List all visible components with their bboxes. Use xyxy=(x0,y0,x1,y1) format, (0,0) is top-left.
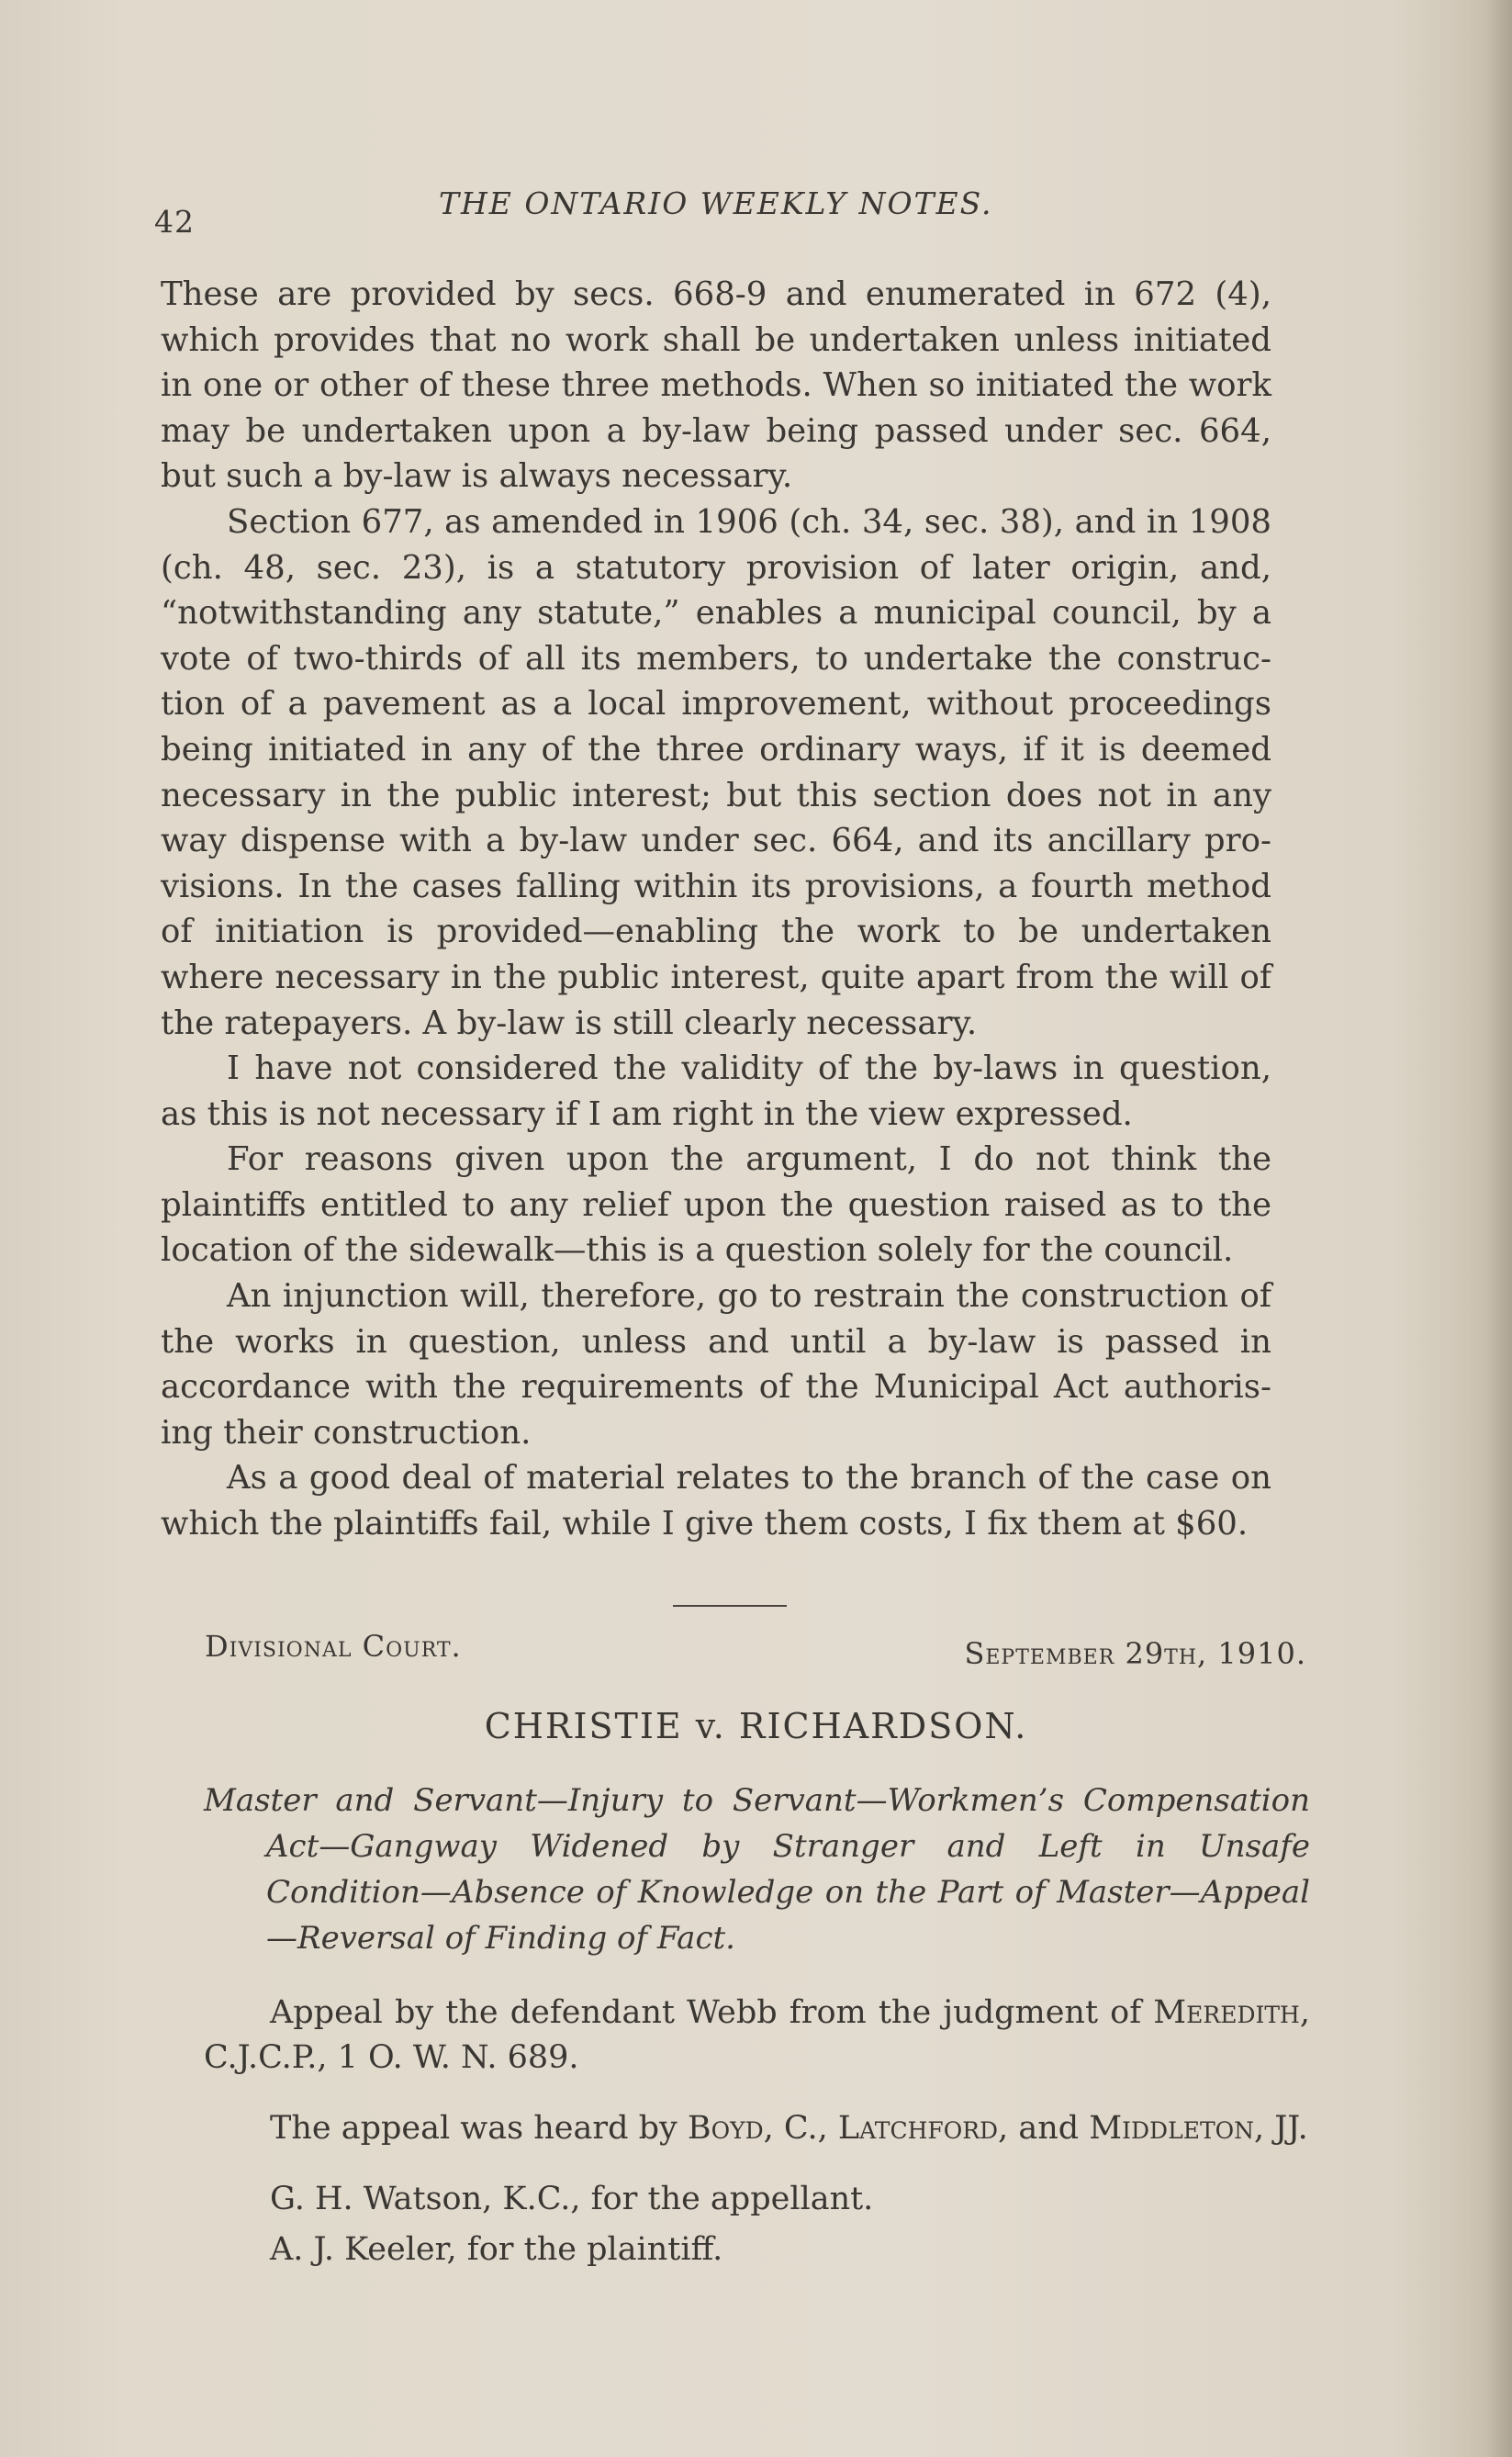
court-line xyxy=(205,1629,1306,1673)
counsel-plaintiff: A. J. Keeler, for the plaintiff. xyxy=(270,2231,723,2268)
counsel-appellant: G. H. Watson, K.C., for the appellant. xyxy=(270,2181,874,2217)
judge-name: Middleton xyxy=(1089,2110,1254,2147)
hearing-text: , C., xyxy=(763,2110,838,2147)
headnote: Master and Servant—Injury to Servant—Workmen’s Compensation Act—Gangway Widened by Stranger and Left in Unsafe Condition—Absence of Knowledge on the Part of Master—Appeal—Reversal of Finding of Fact. xyxy=(204,1782,1310,1957)
section-divider xyxy=(673,1605,787,1607)
judge-name: Meredith xyxy=(1153,1994,1300,2031)
court-name: Divisional Court. xyxy=(205,1629,462,1664)
page-number: 42 xyxy=(154,204,195,240)
paragraph-2: Section 677, as amended in 1906 (ch. 34, sec. 38), and in 1908 (ch. 48, sec. 23), is a statutory provision of later origin, and, “notwithstanding any statute,” enables a municipal council, by a vote of two-thirds of all its members, to undertake the construction of a pavement as a local improvement, without proceedings being initiated in any of the three ordinary ways, if it is deemed necessary in the public interest; but this section does not in any way dispense with a by-law under sec. 664, and its ancillary provisions. In the cases falling within its provisions, a fourth method of initiation is provided—enabling the work to be undertaken where necessary in the public interest, quite apart from the will of the ratepayers. A by-law is still clearly necessary. xyxy=(161,502,1271,1042)
paragraph-5: An injunction will, therefore, go to restrain the construction of the works in question, unless and until a by-law is passed in accordance with the requirements of the Municipal Act authorising their construction. xyxy=(161,1277,1271,1452)
judge-name: Boyd xyxy=(687,2110,764,2147)
paragraph-6: As a good deal of material relates to the branch of the case on which the plaintiffs fail, while I give them costs, I fix them at $60. xyxy=(161,1459,1271,1543)
judgment-text xyxy=(161,272,1271,1547)
hearing-statement xyxy=(204,2106,1310,2151)
decision-date: September 29th, 1910. xyxy=(964,1636,1306,1671)
page-header xyxy=(154,182,1320,240)
case-title: CHRISTIE v. RICHARDSON. xyxy=(484,1706,1028,1746)
appeal-statement xyxy=(204,1991,1310,2081)
hearing-text: , and xyxy=(998,2110,1090,2147)
appeal-citation: , C.J.C.P., 1 O. W. N. 689. xyxy=(204,1994,1310,2076)
paragraph-3: I have not considered the validity of the by-laws in question, as this is not necessary if I am right in the view expressed. xyxy=(161,1049,1271,1133)
judge-name: Latchford xyxy=(837,2110,999,2147)
running-title: THE ONTARIO WEEKLY NOTES. xyxy=(439,185,993,221)
paragraph-4: For reasons given upon the argument, I do not think the plaintiffs entitled to any relief upon the question raised as to the location of the sidewalk—this is a question solely for the council. xyxy=(161,1140,1271,1270)
procedural-history xyxy=(204,1991,1310,2278)
hearing-text: , JJ. xyxy=(1254,2110,1308,2147)
appeal-text: Appeal by the defendant Webb from the judgment of xyxy=(270,1994,1154,2031)
paragraph-1: These are provided by secs. 668-9 and enumerated in 672 (4), which provides that no work shall be undertaken unless initiated in one or other of these three methods. When so initiated the work may be undertaken upon a by-law being passed under sec. 664, but such a by-law is always necessary. xyxy=(161,275,1271,496)
page-spine-shadow xyxy=(1486,0,1512,2457)
hearing-text: The appeal was heard by xyxy=(270,2110,688,2147)
